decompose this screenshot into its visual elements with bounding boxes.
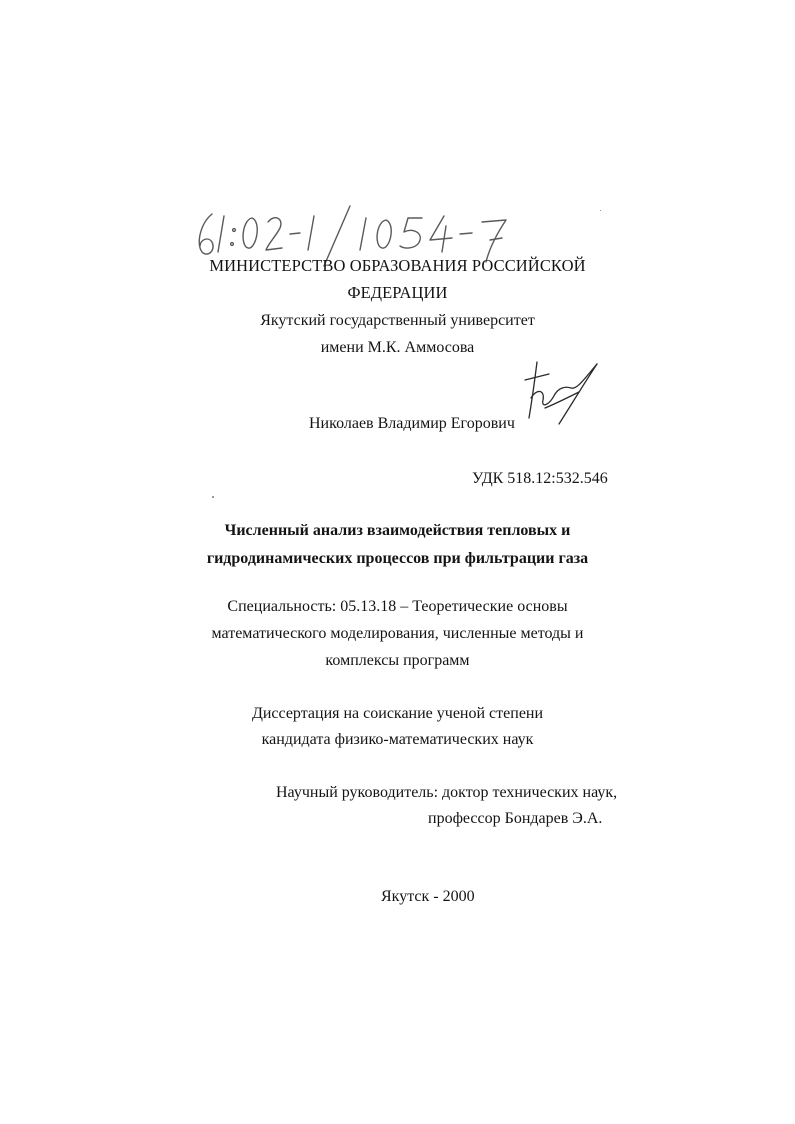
author-signature: [515, 358, 610, 430]
author-name: Николаев Владимир Егорович: [309, 415, 515, 432]
specialty-line-1: Специальность: 05.13.18 – Теоретические основы: [227, 598, 568, 615]
dissertation-line-1: Диссертация на соискание ученой степени: [251, 705, 544, 722]
dissertation-line-2: кандидата физико-математических наук: [261, 731, 534, 748]
scan-speck: [600, 210, 601, 211]
ministry-line-2: ФЕДЕРАЦИИ: [347, 283, 448, 302]
udk-code: УДК 518.12:532.546: [472, 470, 608, 487]
university-line-2: имени М.К. Аммосова: [320, 339, 475, 356]
specialty-line-3: комплексы программ: [325, 652, 470, 669]
specialty-line-2: математического моделирования, численные методы и: [211, 625, 584, 642]
supervisor-line-1: Научный руководитель: доктор технических наук,: [276, 784, 618, 801]
ministry-line-1: МИНИСТЕРСТВО ОБРАЗОВАНИЯ РОССИЙСКОЙ: [209, 256, 586, 275]
university-line-1: Якутский государственный университет: [260, 312, 535, 329]
thesis-title-line-2: гидродинамических процессов при фильтрации газа: [206, 550, 589, 567]
thesis-title-line-1: Численный анализ взаимодействия тепловых и: [224, 522, 571, 539]
scan-speck: [212, 496, 214, 498]
supervisor-line-2: профессор Бондарев Э.А.: [428, 810, 603, 827]
city-year: Якутск - 2000: [381, 888, 475, 905]
